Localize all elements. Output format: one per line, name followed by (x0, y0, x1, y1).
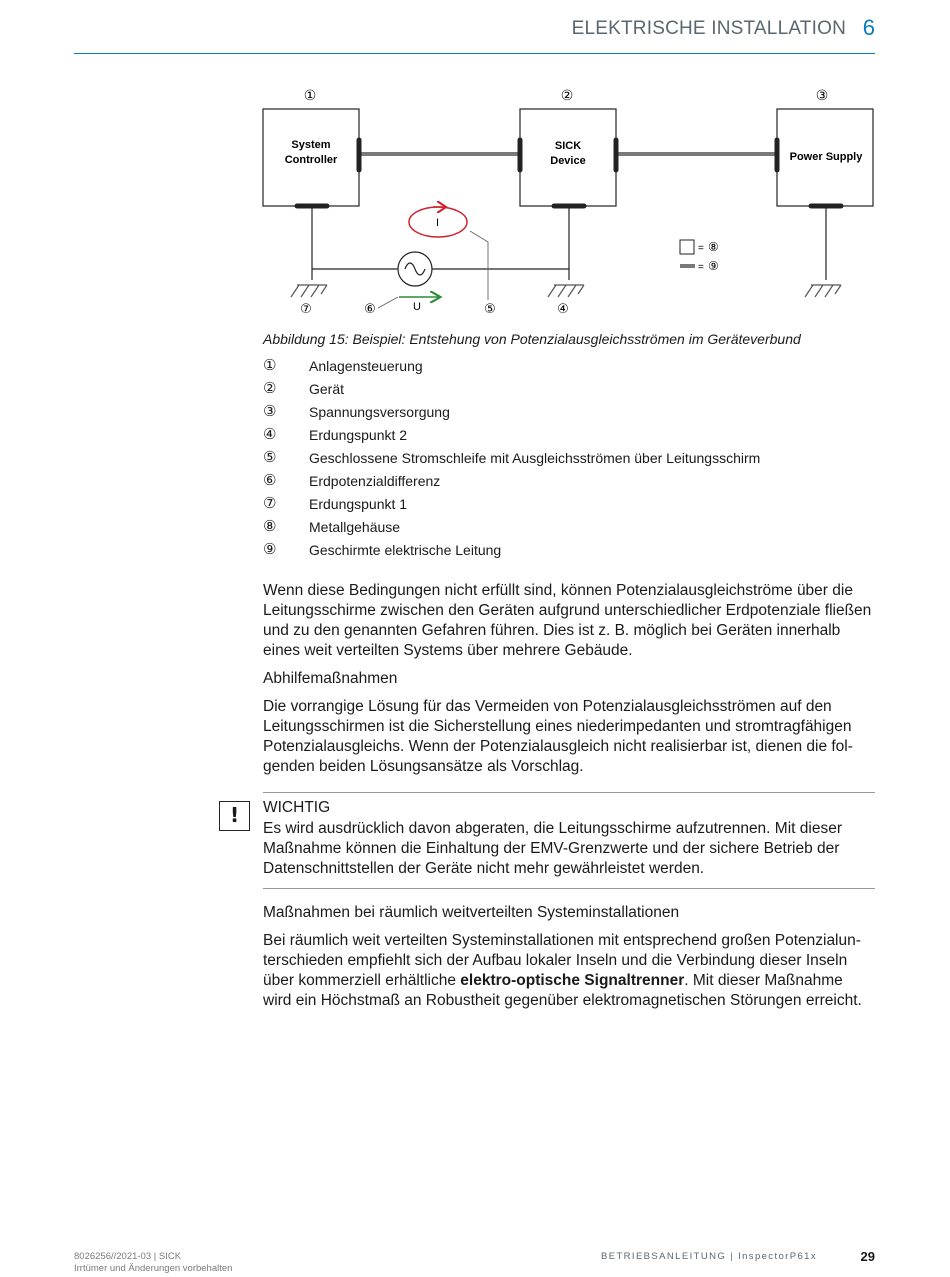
paragraph-text: . Mit dieser Maßnahme wird ein Höchstmaß an Robustheit gegenüber elektromagnetischen Störungen erreicht. (263, 972, 862, 1009)
legend-number: ⑦ (263, 495, 277, 512)
callout-3: ③ (815, 88, 829, 104)
controller-label-2: Controller (284, 154, 338, 166)
notice-bottom-rule (263, 888, 875, 889)
device-label-1: SICK (554, 140, 582, 152)
notice-text: Es wird ausdrücklich davon abgeraten, die Leitungsschirme aufzutrennen. Mit dieser Maßnahme können die Einhaltung der EMV-Grenzwerte und der sichere Betrieb der Datenschnittstellen der Geräte nicht mehr gewährleistet werden. (263, 820, 842, 877)
legend-text: Spannungsversorgung (309, 404, 450, 420)
page-number: 29 (860, 1249, 875, 1264)
legend-text: Erdpotenzialdifferenz (309, 473, 441, 489)
legend-number: ⑤ (263, 449, 277, 466)
callout-2: ② (560, 88, 574, 104)
legend-number: ⑥ (263, 472, 277, 489)
legend-item (263, 425, 875, 448)
callout-6: ⑥ (364, 302, 376, 317)
callout-1: ① (303, 88, 317, 104)
notice-title: WICHTIG (263, 799, 331, 816)
key-eq-8: = (698, 243, 704, 254)
paragraph-distributed-installations (263, 931, 875, 1011)
legend-number: ① (263, 357, 277, 374)
power-supply-label: Power Supply (789, 151, 863, 163)
legend-text: Metallgehäuse (309, 519, 401, 535)
legend-number: ② (263, 380, 277, 397)
key-eq-9: = (698, 262, 704, 273)
device-label-2: Device (550, 155, 586, 167)
legend-number: ③ (263, 403, 277, 420)
footer-left (74, 1251, 232, 1275)
emphasis-text: elektro-optische Signaltrenner (460, 972, 685, 989)
legend-item (263, 402, 875, 425)
legend-item (263, 356, 875, 379)
figure-caption: Abbildung 15: Beispiel: Entstehung von Potenzialausgleichsströmen im Geräteverbund (263, 331, 801, 347)
legend-item (263, 471, 875, 494)
ground-symbol-3 (805, 285, 841, 297)
ground-symbol-2 (548, 285, 584, 297)
warning-icon: ! (219, 801, 250, 831)
section-title: ELEKTRISCHE INSTALLATION (571, 18, 846, 39)
legend-text: Erdungspunkt 2 (309, 427, 408, 443)
current-label: I (436, 217, 440, 229)
paragraph-text: Bei räumlich weit verteilten Systeminstallationen mit entsprechend großen Potenzialunterschieden empfiehlt sich der Aufbau lokaler Inseln und die Verbindung dieser Inseln über kommerziell erhältliche (263, 932, 861, 989)
legend-item (263, 540, 875, 563)
key-housing-swatch (680, 240, 694, 254)
ground-symbol-1 (291, 285, 327, 297)
legend-text: Anlagensteuerung (309, 358, 423, 374)
disclaimer: Irrtümer und Änderungen vorbehalten (74, 1263, 233, 1274)
heading-remedies: Abhilfemaßnahmen (263, 670, 398, 687)
legend-number: ⑧ (263, 518, 277, 535)
header-rule (74, 53, 875, 54)
callout-4: ④ (557, 302, 569, 317)
paragraph-conditions: Wenn diese Bedingungen nicht erfüllt sind, können Potenzialausgleichströme über die Leitungsschirme zwischen den Geräten aufgrund unterschiedlicher Erdpotenziale fließen und zu den genannten Gefahren führen. Dies ist z. B. möglich bei Geräten innerhalb eines weit verteilten Systems über mehrere Gebäude. (263, 582, 872, 659)
notice-top-rule (263, 792, 875, 793)
controller-label-1: System (291, 139, 331, 151)
paragraph-remedies: Die vorrangige Lösung für das Vermeiden von Potenzialausgleichsströmen auf den Leitungsschirmen ist die Sicherstellung eines niederimpedanten und stromtragfähigen Potenzialausgleichs. Wenn der Potenzialausgleich nicht realisierbar ist, dienen die folgenden beiden Lösungsansätze als Vorschlag. (263, 698, 853, 775)
heading-distributed-installations: Maßnahmen bei räumlich weitverteilten Systeminstallationen (263, 904, 680, 921)
legend-number: ④ (263, 426, 277, 443)
callout-7: ⑦ (300, 302, 312, 317)
chapter-number: 6 (862, 15, 875, 40)
legend-item (263, 448, 875, 471)
legend-text: Erdungspunkt 1 (309, 496, 408, 512)
key-callout-9: ⑨ (708, 259, 719, 273)
manual-label: BETRIEBSANLEITUNG | InspectorP61x (600, 1251, 817, 1262)
legend-number: ⑨ (263, 541, 277, 558)
document-id: 8026256//2021-03 | SICK (74, 1251, 182, 1262)
legend-item (263, 494, 875, 517)
legend-item (263, 517, 875, 540)
callout-5: ⑤ (484, 302, 496, 317)
figure-legend (263, 356, 875, 563)
legend-text: Geschlossene Stromschleife mit Ausgleichsströmen über Leitungsschirm (309, 450, 761, 466)
legend-text: Gerät (309, 381, 345, 397)
legend-item (263, 379, 875, 402)
callout-leader-6 (378, 297, 398, 308)
voltage-label: U (413, 301, 421, 313)
legend-text: Geschirmte elektrische Leitung (309, 542, 502, 558)
callout-leader-5 (470, 231, 488, 300)
grounding-diagram (255, 82, 880, 322)
key-callout-8: ⑧ (708, 240, 719, 254)
